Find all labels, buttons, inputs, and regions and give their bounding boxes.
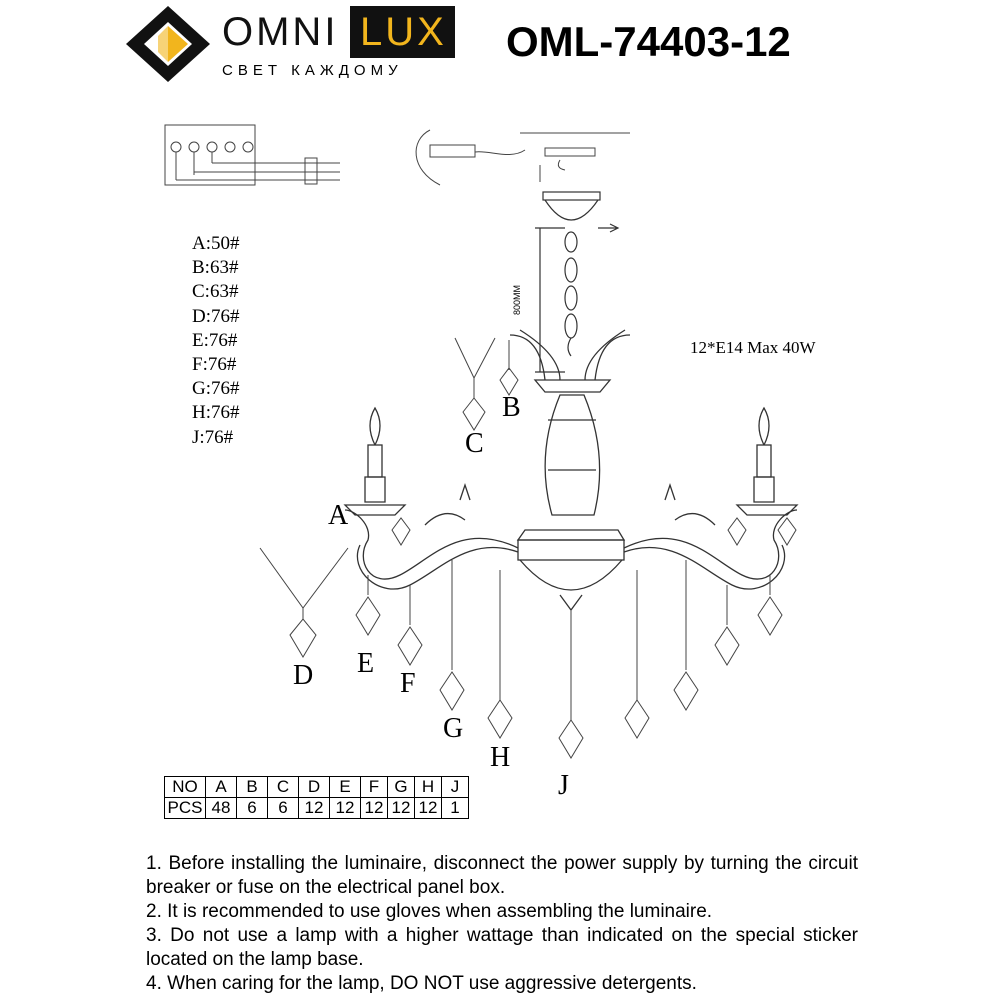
table-cell: 12 xyxy=(361,798,388,819)
drop-length-label: 800MM xyxy=(512,284,522,315)
note-item: 4. When caring for the lamp, DO NOT use aggressive detergents. xyxy=(146,973,697,994)
note-item: 2. It is recommended to use gloves when assembling the luminaire. xyxy=(146,901,713,922)
size-item: E:76# xyxy=(192,329,238,351)
table-cell: H xyxy=(415,777,442,798)
size-item: J:76# xyxy=(192,426,234,448)
table-cell: 6 xyxy=(237,798,268,819)
crystal-size-list xyxy=(192,232,240,450)
part-label-g: G xyxy=(443,713,464,744)
note-item: 3. Do not use a lamp with a higher wattage than indicated on the special sticker located on the lamp base. xyxy=(146,925,858,970)
brand-tagline: СВЕТ КАЖДОМУ xyxy=(222,62,403,79)
safety-notes xyxy=(146,852,858,996)
size-item: B:63# xyxy=(192,257,239,279)
chandelier-arms xyxy=(345,330,797,589)
table-cell: 1 xyxy=(442,798,469,819)
table-cell: PCS xyxy=(165,798,206,819)
table-cell: A xyxy=(206,777,237,798)
size-item: H:76# xyxy=(192,402,240,424)
chandelier-body xyxy=(510,335,630,610)
table-cell: 6 xyxy=(268,798,299,819)
size-item: G:76# xyxy=(192,378,240,400)
part-label-e: E xyxy=(357,648,375,679)
table-cell: G xyxy=(388,777,415,798)
size-item: A:50# xyxy=(192,233,240,254)
brand-lux-box xyxy=(350,6,455,58)
part-label-a: A xyxy=(328,500,349,531)
table-cell: E xyxy=(330,777,361,798)
part-label-d: D xyxy=(293,660,314,691)
table-row xyxy=(165,798,469,819)
table-cell: 12 xyxy=(299,798,330,819)
table-cell: 12 xyxy=(330,798,361,819)
table-cell: NO xyxy=(165,777,206,798)
part-label-f: F xyxy=(400,668,416,699)
part-label-c: C xyxy=(465,428,484,459)
table-cell: B xyxy=(237,777,268,798)
table-cell: 12 xyxy=(388,798,415,819)
table-cell: 12 xyxy=(415,798,442,819)
lamp-spec: 12*E14 Max 40W xyxy=(690,338,816,357)
brand-lux: LUX xyxy=(360,10,447,54)
part-label-h: H xyxy=(490,742,511,773)
table-cell: 48 xyxy=(206,798,237,819)
size-item: F:76# xyxy=(192,354,237,376)
table-cell: F xyxy=(361,777,388,798)
model-number: OML-74403-12 xyxy=(506,18,791,65)
brand-name: OMNI xyxy=(222,10,339,54)
table-cell: D xyxy=(299,777,330,798)
table-cell: J xyxy=(442,777,469,798)
mount-detail xyxy=(416,130,630,185)
note-item: 1. Before installing the luminaire, disconnect the power supply by turning the circuit breaker or fuse on the electrical panel box. xyxy=(146,853,858,898)
size-item: C:63# xyxy=(192,281,239,303)
wiring-diagram xyxy=(165,125,340,185)
size-item: D:76# xyxy=(192,305,240,327)
table-row xyxy=(165,777,469,798)
brand-logo-icon xyxy=(126,6,210,82)
part-label-j: J xyxy=(558,770,569,801)
crystal-strands xyxy=(260,338,796,758)
parts-table xyxy=(164,776,469,819)
table-cell: C xyxy=(268,777,299,798)
part-label-b: B xyxy=(502,392,521,423)
